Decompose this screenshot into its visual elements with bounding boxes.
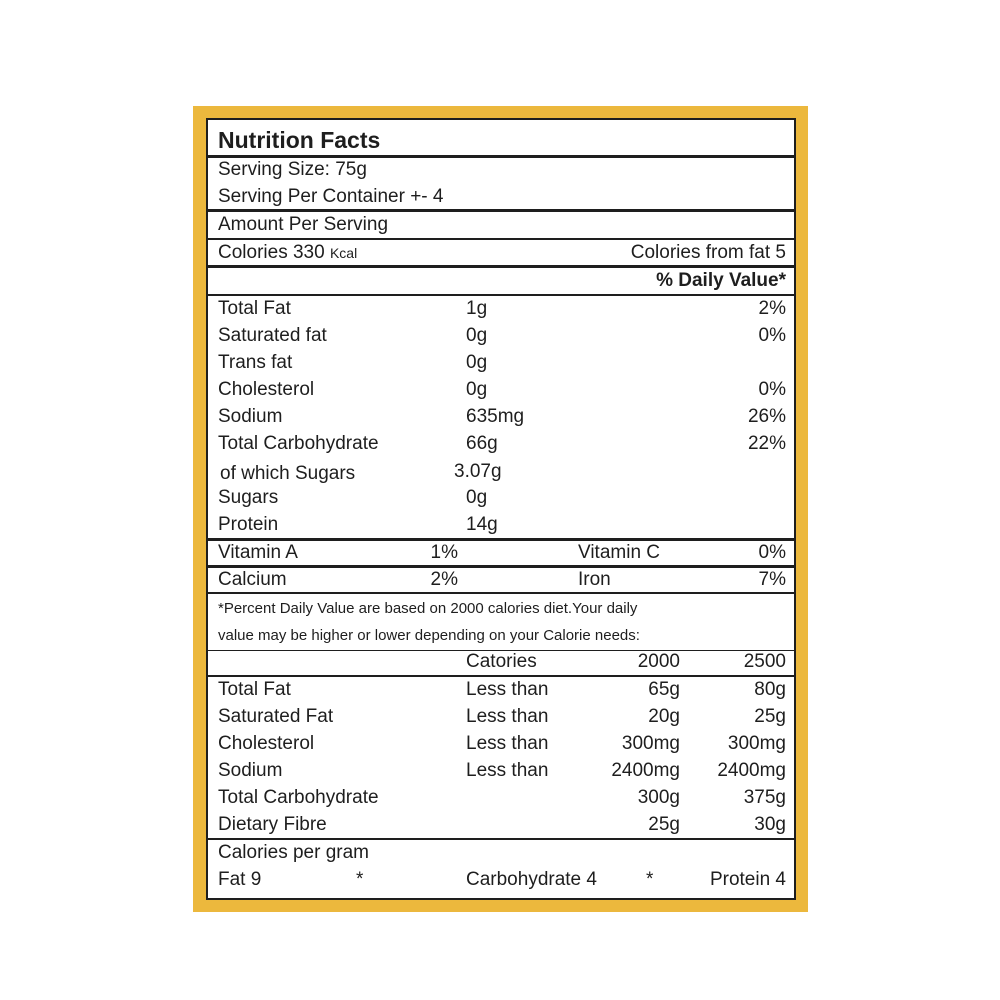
reference-name: Total Fat — [218, 679, 291, 700]
nutrient-daily-value: 2% — [758, 298, 786, 319]
calories-per-gram-carbohydrate: Carbohydrate 4 — [466, 869, 597, 890]
reference-value: 2400mg — [611, 760, 680, 781]
calories-label: Colories 330 — [218, 242, 325, 263]
amount-per-serving: Amount Per Serving — [218, 214, 389, 235]
calories-per-gram-fat: Fat 9 — [218, 869, 262, 890]
nutrient-daily-value: 0% — [758, 325, 786, 346]
separator-star: * — [356, 869, 364, 890]
reference-name: Total Carbohydrate — [218, 787, 379, 808]
nutrient-amount: 1g — [466, 298, 488, 319]
label-title: Nutrition Facts — [218, 127, 381, 153]
divider — [208, 838, 794, 840]
vitamin-name: Vitamin C — [578, 542, 661, 563]
reference-name: Saturated Fat — [218, 706, 334, 727]
calories-unit: Kcal — [329, 245, 358, 261]
separator-star: * — [646, 869, 654, 890]
vitamin-value: 0% — [758, 542, 786, 563]
nutrient-name: Saturated fat — [218, 325, 327, 346]
mineral-value: 2% — [430, 569, 458, 590]
nutrient-amount: 66g — [466, 433, 498, 454]
reference-value: 20g — [648, 706, 680, 727]
nutrient-amount: 0g — [466, 487, 488, 508]
nutrient-name: Trans fat — [218, 352, 293, 373]
reference-value: 80g — [754, 679, 786, 700]
nutrition-label — [206, 118, 796, 900]
divider — [208, 592, 794, 594]
vitamin-name: Vitamin A — [218, 542, 298, 563]
nutrient-amount: 635mg — [466, 406, 525, 427]
nutrient-name: Sugars — [218, 487, 279, 508]
divider — [208, 675, 794, 677]
reference-name: Cholesterol — [218, 733, 315, 754]
nutrient-name: Protein — [218, 514, 279, 535]
nutrient-daily-value: 26% — [747, 406, 786, 427]
nutrient-name: Total Fat — [218, 298, 291, 319]
mineral-name: Calcium — [218, 569, 287, 590]
reference-value: 25g — [648, 814, 680, 835]
mineral-name: Iron — [578, 569, 611, 590]
reference-qualifier: Less than — [466, 760, 549, 781]
reference-value: 2400mg — [717, 760, 786, 781]
footnote-line: *Percent Daily Value are based on 2000 calories diet.Your daily — [218, 600, 638, 617]
footnote-line: value may be higher or lower depending on your Calorie needs: — [218, 627, 640, 644]
reference-qualifier: Less than — [466, 679, 549, 700]
reference-value: 300g — [637, 787, 680, 808]
reference-calories-header: Catories — [466, 651, 537, 672]
reference-value: 300mg — [727, 733, 786, 754]
nutrient-name: Cholesterol — [218, 379, 315, 400]
reference-value: 30g — [754, 814, 786, 835]
daily-value-header: % Daily Value* — [656, 270, 786, 291]
divider — [208, 155, 794, 158]
nutrient-name: Total Carbohydrate — [218, 433, 379, 454]
reference-value: 65g — [648, 679, 680, 700]
divider — [208, 294, 794, 296]
reference-value: 300mg — [621, 733, 680, 754]
reference-qualifier: Less than — [466, 733, 549, 754]
divider — [208, 238, 794, 240]
calories-per-gram-protein: Protein 4 — [709, 869, 786, 890]
nutrient-amount: 0g — [466, 379, 488, 400]
nutrient-amount: 14g — [466, 514, 498, 535]
reference-col-2000: 2000 — [637, 651, 680, 672]
serving-size: Serving Size: 75g — [218, 159, 367, 180]
reference-value: 25g — [754, 706, 786, 727]
calories-from-fat: Colories from fat 5 — [630, 242, 786, 263]
reference-qualifier: Less than — [466, 706, 549, 727]
mineral-value: 7% — [758, 569, 786, 590]
nutrient-daily-value: 0% — [758, 379, 786, 400]
divider — [208, 565, 794, 568]
calories-per-gram-label: Calories per gram — [218, 842, 369, 863]
nutrient-daily-value: 22% — [747, 433, 786, 454]
reference-col-2500: 2500 — [743, 651, 786, 672]
divider — [208, 265, 794, 268]
nutrient-name: Sodium — [218, 406, 283, 427]
nutrient-amount: 3.07g — [454, 461, 502, 482]
calories — [218, 242, 357, 264]
nutrient-amount: 0g — [466, 352, 488, 373]
nutrient-amount: 0g — [466, 325, 488, 346]
vitamin-value: 1% — [430, 542, 458, 563]
nutrient-name: of which Sugars — [220, 463, 356, 484]
divider — [208, 538, 794, 541]
reference-name: Sodium — [218, 760, 283, 781]
servings-per-container: Serving Per Container +- 4 — [218, 186, 444, 207]
divider — [208, 209, 794, 212]
reference-value: 375g — [743, 787, 786, 808]
reference-name: Dietary Fibre — [218, 814, 327, 835]
